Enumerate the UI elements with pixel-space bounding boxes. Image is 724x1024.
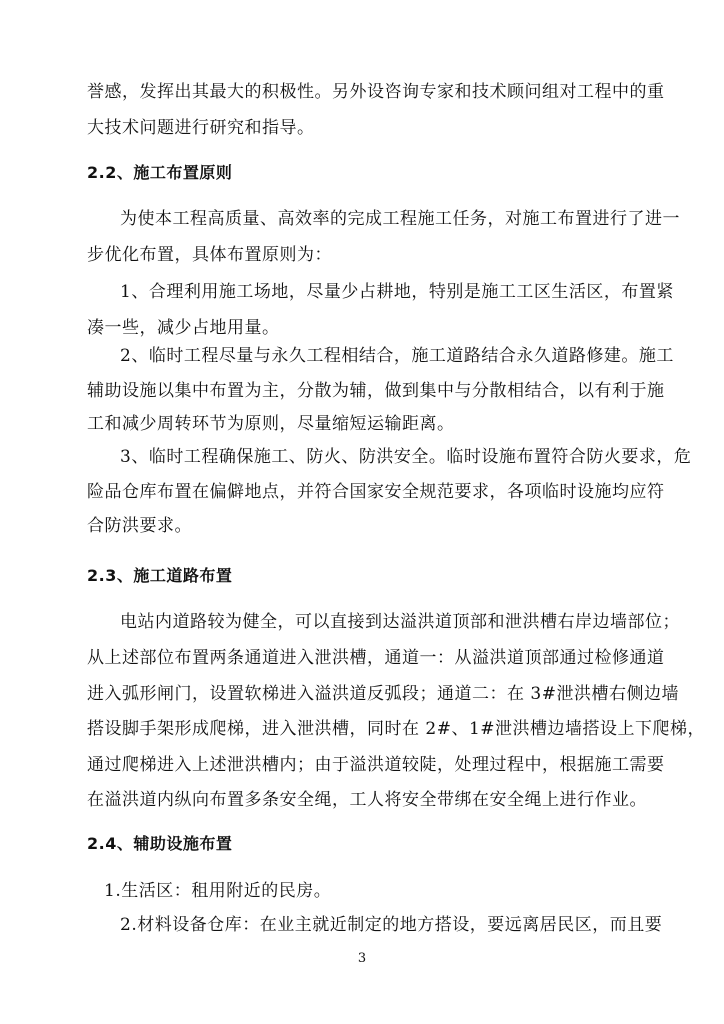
section-2-2-heading: 2.2、施工布置原则 [87, 163, 233, 182]
section-2-3-line-2: 从上述部位布置两条通道进入泄洪槽，通道一：从溢洪道顶部通过检修通道 [87, 648, 665, 668]
section-2-3-line-4: 搭设脚手架形成爬梯，进入泄洪槽，同时在 2#、1#泄洪槽边墙搭设上下爬梯， [87, 719, 706, 739]
section-2-3-line-6: 在溢洪道内纵向布置多条安全绳，工人将安全带绑在安全绳上进行作业。 [87, 790, 647, 810]
section-2-2-line-8: 3、临时工程确保施工、防火、防洪安全。临时设施布置符合防火要求，危 [120, 447, 692, 467]
section-2-2-line-1: 为使本工程高质量、高效率的完成工程施工任务，对施工布置进行了进一 [120, 209, 680, 229]
section-2-2-line-7: 工和减少周转环节为原则，尽量缩短运输距离。 [87, 414, 455, 434]
section-2-2-line-4: 凑一些，减少占地用量。 [87, 318, 280, 338]
section-2-2-line-5: 2、临时工程尽量与永久工程相结合，施工道路结合永久道路修建。施工 [120, 346, 674, 366]
section-2-3-line-5: 通过爬梯进入上述泄洪槽内；由于溢洪道较陡，处理过程中，根据施工需要 [87, 755, 665, 775]
section-2-4-line-2: 2.材料设备仓库：在业主就近制定的地方搭设，要远离居民区，而且要 [120, 915, 663, 935]
section-2-4-line-1: 1.生活区：租用附近的民房。 [104, 881, 332, 901]
section-2-2-line-3: 1、合理利用施工场地，尽量少占耕地，特别是施工工区生活区，布置紧 [120, 282, 674, 302]
section-2-2-line-2: 步优化布置，具体布置原则为： [87, 245, 332, 265]
section-2-3-line-3: 进入弧形闸门，设置软梯进入溢洪道反弧段；通道二：在 3#泄洪槽右侧边墙 [87, 684, 679, 704]
intro-line-2: 大技术问题进行研究和指导。 [87, 118, 315, 138]
section-2-3-line-1: 电站内道路较为健全，可以直接到达溢洪道顶部和泄洪槽右岸边墙部位； [120, 612, 680, 632]
section-2-2-line-9: 险品仓库布置在偏僻地点，并符合国家安全规范要求，各项临时设施均应符 [87, 482, 665, 502]
intro-line-1: 誉感，发挥出其最大的积极性。另外设咨询专家和技术顾问组对工程中的重 [87, 82, 665, 102]
page-number: 3 [357, 951, 367, 966]
section-2-3-heading: 2.3、施工道路布置 [87, 566, 233, 585]
section-2-4-heading: 2.4、辅助设施布置 [87, 834, 233, 853]
section-2-2-line-10: 合防洪要求。 [87, 516, 192, 536]
section-2-2-line-6: 辅助设施以集中布置为主，分散为辅，做到集中与分散相结合，以有利于施 [87, 381, 665, 401]
